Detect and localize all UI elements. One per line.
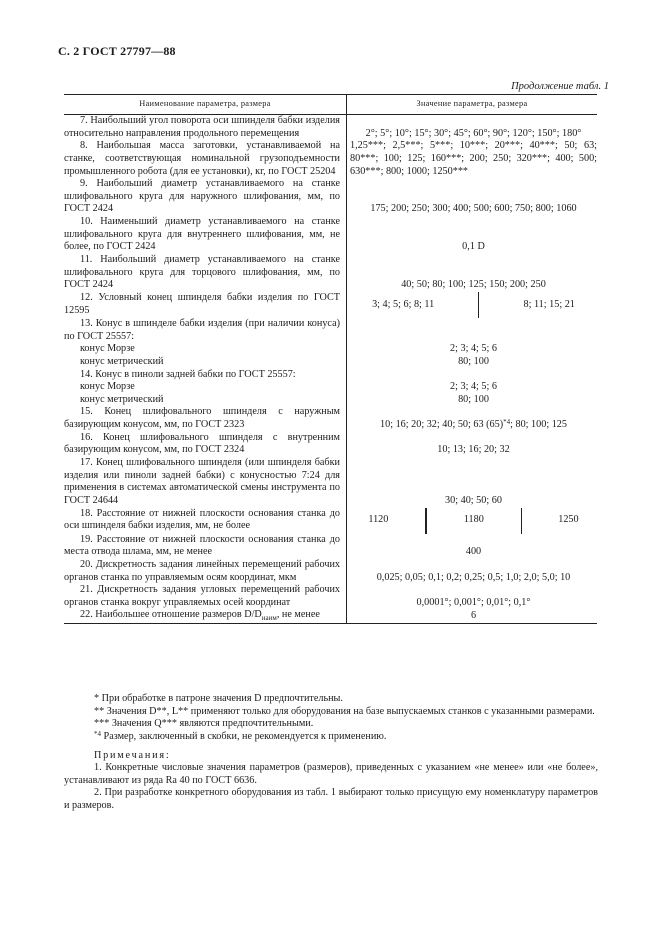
table-row <box>64 254 597 292</box>
table-row <box>64 343 597 356</box>
row-21-value: 0,0001°; 0,001°; 0,01°; 0,1° <box>416 596 531 608</box>
table-row <box>64 381 597 394</box>
table-row <box>64 406 597 431</box>
table-row <box>64 216 597 254</box>
table-continuation-label: Продолжение табл. 1 <box>511 81 609 92</box>
row-7-name: 7. Наибольший угол поворота оси шпинделя бабки изделия относительно направления продольного перемещения <box>64 115 340 139</box>
row-16-name: 16. Конец шлифовального шпинделя с внутренним базирующим конусом, мм, по ГОСТ 2324 <box>64 431 340 456</box>
row-16-value: 10; 13; 16; 20; 32 <box>437 444 510 456</box>
table-row <box>64 508 597 534</box>
notes-title: Примечания: <box>94 749 171 761</box>
table-row <box>64 394 597 407</box>
footnote-2: ** Значения D**, L** применяют только для оборудования на базе выпускаемых станков с указанными размерами. <box>94 705 595 717</box>
footnote-mark: *4 <box>503 418 511 427</box>
row-12-value-b: 8; 11; 15; 21 <box>523 298 575 310</box>
row-22-value: 6 <box>470 610 477 622</box>
footnote-4: $^{*4}$ Размер, заключенный в скобки, не рекомендуется к применению. <box>94 729 387 742</box>
note-1: 1. Конкретные числовые значения параметров (размеров), приведенных с указанием «не менее» или «не более», устанавливают из ряда Ra 40 по ГОСТ 6636. <box>64 762 598 786</box>
row-18-name: 18. Расстояние от нижней плоскости основания станка до оси шпинделя бабки изделия, мм, не более <box>64 507 340 532</box>
row-17-value: 30; 40; 50; 60 <box>445 494 502 506</box>
row-18-value-3: 1250 <box>558 514 579 526</box>
row-15-value: 10; 16; 20; 32; 40; 50; 63 $(65)^{*4}$; 80; 100; 125 <box>380 418 567 431</box>
table-row <box>64 534 597 559</box>
row-14-name: 14. Конус в пиноли задней бабки по ГОСТ 25557: <box>80 368 296 380</box>
row-13-value-2: 80; 100 <box>458 355 489 367</box>
row-13-sub-1: конус Морзе <box>80 343 135 355</box>
note-2: 2. При разработке конкретного оборудования из табл. 1 выбирают только присущую ему номенклатуру параметров и размеров. <box>64 787 598 812</box>
table-row <box>64 178 597 216</box>
row-22-name: 22. Наибольшее отношение размеров $D/D_{наим}$, не менее <box>80 609 320 623</box>
table-row <box>64 318 597 343</box>
table-row <box>64 559 597 584</box>
row-9-value: 175; 200; 250; 300; 400; 500; 600; 750; 800; 1060 <box>370 203 577 215</box>
row-10-name: 10. Наименьший диаметр устанавливаемого на станке шлифовального круга для внутреннего шлифования, мм, не более, по ГОСТ 2424 <box>64 216 340 253</box>
footnote-1: * При обработке в патроне значения D предпочтительны. <box>94 693 343 704</box>
row-14-sub-1: конус Морзе <box>80 381 135 393</box>
row-9-name: 9. Наибольший диаметр устанавливаемого на станке шлифовального круга для наружного шлифования, мм, по ГОСТ 2424 <box>64 178 340 215</box>
row-18-value-1: 1120 <box>368 514 389 526</box>
row-13-sub-2: конус метрический <box>80 355 164 367</box>
page-header: С. 2 ГОСТ 27797—88 <box>58 44 176 58</box>
row-11-name: 11. Наибольший диаметр устанавливаемого на станке шлифовального круга для торцового шлифования, мм, по ГОСТ 2424 <box>64 254 340 291</box>
row-14-sub-2: конус метрический <box>80 393 164 405</box>
row-13-name: 13. Конус в шпинделе бабки изделия (при наличии конуса) по ГОСТ 25557: <box>64 317 340 342</box>
table-body <box>64 115 597 624</box>
footnotes <box>64 693 598 813</box>
column-header-value: Значение параметра, размера <box>416 99 528 109</box>
row-14-value-2: 80; 100 <box>458 393 489 405</box>
row-14-value-1: 2; 3; 4; 5; 6 <box>450 381 497 393</box>
row-12-value <box>350 292 597 318</box>
table-row <box>64 292 597 318</box>
row-10-value: 0,1 D <box>462 241 485 253</box>
row-19-value: 400 <box>465 546 482 558</box>
row-20-value: 0,025; 0,05; 0,1; 0,2; 0,25; 0,5; 1,0; 2,0; 5,0; 10 <box>376 571 571 583</box>
table-row <box>64 140 597 178</box>
value-divider <box>425 508 427 534</box>
row-7-value: 2°; 5°; 10°; 15°; 30°; 45°; 60°; 90°; 120°; 150°; 180° <box>365 127 582 139</box>
value-divider <box>521 508 522 534</box>
column-header-name: Наименование параметра, размера <box>64 95 347 114</box>
row-8-name: 8. Наибольшая масса заготовки, устанавливаемой на станке, соответствующая номинальной грузоподъемности промышленного робота (для ее установки), кг, по ГОСТ 25204 <box>64 140 340 177</box>
parameters-table <box>64 94 597 624</box>
row-17-name: 17. Конец шлифовального шпинделя (или шпинделя бабки изделия или пиноли задней бабки) с конусностью 7:24 для применения в системах автоматической смены инструмента по ГОСТ 24644 <box>64 457 340 506</box>
row-11-value: 40; 50; 80; 100; 125; 150; 200; 250 <box>401 279 546 291</box>
table-row <box>64 115 597 140</box>
table-row <box>64 609 597 623</box>
row-12-name: 12. Условный конец шпинделя бабки изделия по ГОСТ 12595 <box>64 291 340 316</box>
table-header <box>64 95 597 115</box>
row-18-value-2: 1180 <box>463 514 484 526</box>
row-15-name: 15. Конец шлифовального шпинделя с наружным базирующим конусом, мм, по ГОСТ 2323 <box>64 406 340 431</box>
value-divider <box>478 292 479 318</box>
table-row <box>64 457 597 508</box>
footnote-3: *** Значения Q*** являются предпочтительными. <box>94 718 314 730</box>
table-row <box>64 432 597 457</box>
row-8-value: 1,25***; 2,5***; 5***; 10***; 20***; 40***; 50; 63; 80***; 100; 125; 160***; 200; 250; 320***; 400; 500; 630***; 800; 1000; 1250*** <box>350 140 597 177</box>
row-18-value <box>350 508 597 534</box>
row-12-value-a: 3; 4; 5; 6; 8; 11 <box>372 298 435 310</box>
row-21-name: 21. Дискретность задания угловых перемещений рабочих органов станка вокруг управляемых осей координат <box>64 584 340 608</box>
row-19-name: 19. Расстояние от нижней плоскости основания станка до места отвода шлама, мм, не менее <box>64 533 340 558</box>
row-20-name: 20. Дискретность задания линейных перемещений рабочих органов станка по управляемым осям координат, мкм <box>64 558 340 583</box>
table-row <box>64 584 597 609</box>
table-row <box>64 356 597 369</box>
table-row <box>64 369 597 382</box>
row-13-value-1: 2; 3; 4; 5; 6 <box>450 343 497 355</box>
